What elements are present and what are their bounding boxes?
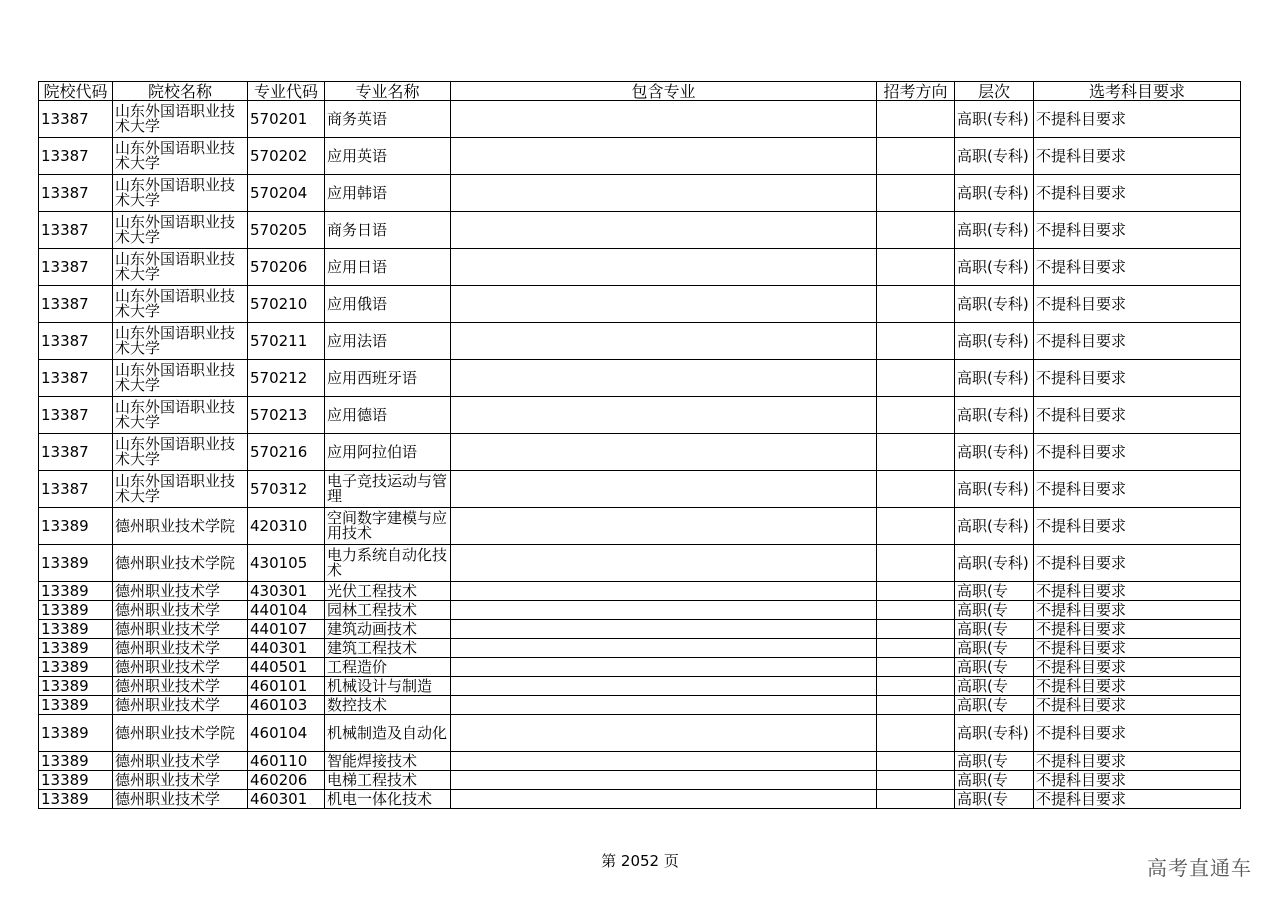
cell-included-majors xyxy=(451,138,877,175)
table-row xyxy=(39,138,1241,175)
cell-level: 高职(专 xyxy=(955,696,1034,715)
cell-level: 高职(专 xyxy=(955,582,1034,601)
cell-school-code: 13389 xyxy=(39,639,113,658)
cell-level: 高职(专 xyxy=(955,620,1034,639)
cell-major-name: 工程造价 xyxy=(325,658,451,677)
cell-school-code: 13387 xyxy=(39,138,113,175)
cell-major-code: 570210 xyxy=(248,286,325,323)
table-row xyxy=(39,286,1241,323)
cell-level: 高职(专科) xyxy=(955,545,1034,582)
cell-subject-requirement: 不提科目要求 xyxy=(1034,771,1241,790)
cell-included-majors xyxy=(451,212,877,249)
cell-school-name: 德州职业技术学 xyxy=(113,752,248,771)
cell-direction xyxy=(877,715,955,752)
cell-school-name: 山东外国语职业技术大学 xyxy=(113,249,248,286)
cell-major-name: 电梯工程技术 xyxy=(325,771,451,790)
cell-school-code: 13389 xyxy=(39,601,113,620)
cell-major-code: 420310 xyxy=(248,508,325,545)
cell-major-code: 460101 xyxy=(248,677,325,696)
cell-subject-requirement: 不提科目要求 xyxy=(1034,138,1241,175)
cell-major-name: 机械制造及自动化 xyxy=(325,715,451,752)
cell-level: 高职(专科) xyxy=(955,249,1034,286)
cell-school-code: 13387 xyxy=(39,323,113,360)
cell-major-name: 应用韩语 xyxy=(325,175,451,212)
table-row xyxy=(39,397,1241,434)
cell-included-majors xyxy=(451,434,877,471)
cell-level: 高职(专科) xyxy=(955,212,1034,249)
cell-included-majors xyxy=(451,620,877,639)
cell-included-majors xyxy=(451,696,877,715)
cell-direction xyxy=(877,101,955,138)
cell-direction xyxy=(877,397,955,434)
admissions-table xyxy=(38,81,1241,809)
cell-included-majors xyxy=(451,790,877,809)
cell-major-code: 460104 xyxy=(248,715,325,752)
cell-major-code: 460110 xyxy=(248,752,325,771)
cell-major-name: 建筑动画技术 xyxy=(325,620,451,639)
cell-major-code: 570204 xyxy=(248,175,325,212)
cell-school-code: 13389 xyxy=(39,582,113,601)
table-row xyxy=(39,639,1241,658)
cell-major-code: 570211 xyxy=(248,323,325,360)
cell-school-code: 13389 xyxy=(39,508,113,545)
cell-school-name: 山东外国语职业技术大学 xyxy=(113,138,248,175)
cell-school-name: 德州职业技术学 xyxy=(113,696,248,715)
cell-included-majors xyxy=(451,771,877,790)
table-row xyxy=(39,508,1241,545)
table-row xyxy=(39,658,1241,677)
cell-direction xyxy=(877,545,955,582)
cell-school-code: 13389 xyxy=(39,545,113,582)
cell-school-name: 德州职业技术学 xyxy=(113,639,248,658)
table-row xyxy=(39,752,1241,771)
cell-school-code: 13387 xyxy=(39,471,113,508)
cell-level: 高职(专 xyxy=(955,639,1034,658)
table-row xyxy=(39,212,1241,249)
cell-subject-requirement: 不提科目要求 xyxy=(1034,360,1241,397)
cell-level: 高职(专科) xyxy=(955,508,1034,545)
cell-major-name: 商务日语 xyxy=(325,212,451,249)
header-subject-requirement: 选考科目要求 xyxy=(1034,82,1241,101)
cell-school-code: 13389 xyxy=(39,715,113,752)
cell-major-code: 570206 xyxy=(248,249,325,286)
cell-major-code: 460103 xyxy=(248,696,325,715)
cell-major-code: 460301 xyxy=(248,790,325,809)
cell-school-name: 山东外国语职业技术大学 xyxy=(113,360,248,397)
cell-direction xyxy=(877,771,955,790)
cell-major-code: 440301 xyxy=(248,639,325,658)
cell-major-code: 570312 xyxy=(248,471,325,508)
cell-level: 高职(专 xyxy=(955,790,1034,809)
header-major-name: 专业名称 xyxy=(325,82,451,101)
cell-major-code: 440107 xyxy=(248,620,325,639)
cell-direction xyxy=(877,323,955,360)
cell-major-code: 440501 xyxy=(248,658,325,677)
cell-major-code: 570205 xyxy=(248,212,325,249)
cell-major-code: 570213 xyxy=(248,397,325,434)
cell-included-majors xyxy=(451,101,877,138)
header-level: 层次 xyxy=(955,82,1034,101)
cell-included-majors xyxy=(451,752,877,771)
cell-level: 高职(专科) xyxy=(955,138,1034,175)
cell-school-name: 德州职业技术学院 xyxy=(113,545,248,582)
cell-included-majors xyxy=(451,715,877,752)
cell-school-code: 13387 xyxy=(39,249,113,286)
cell-level: 高职(专 xyxy=(955,601,1034,620)
table-row xyxy=(39,771,1241,790)
table-row xyxy=(39,601,1241,620)
cell-school-name: 德州职业技术学 xyxy=(113,601,248,620)
cell-school-code: 13389 xyxy=(39,752,113,771)
cell-school-name: 德州职业技术学院 xyxy=(113,508,248,545)
page-number: 第 2052 页 xyxy=(601,852,679,870)
cell-school-code: 13389 xyxy=(39,658,113,677)
cell-level: 高职(专科) xyxy=(955,715,1034,752)
table-row xyxy=(39,323,1241,360)
cell-subject-requirement: 不提科目要求 xyxy=(1034,639,1241,658)
cell-level: 高职(专科) xyxy=(955,101,1034,138)
cell-major-name: 光伏工程技术 xyxy=(325,582,451,601)
cell-included-majors xyxy=(451,249,877,286)
cell-school-code: 13387 xyxy=(39,101,113,138)
cell-included-majors xyxy=(451,677,877,696)
cell-level: 高职(专 xyxy=(955,752,1034,771)
cell-included-majors xyxy=(451,601,877,620)
table-row xyxy=(39,582,1241,601)
cell-major-name: 智能焊接技术 xyxy=(325,752,451,771)
cell-included-majors xyxy=(451,658,877,677)
cell-direction xyxy=(877,696,955,715)
cell-subject-requirement: 不提科目要求 xyxy=(1034,212,1241,249)
cell-level: 高职(专科) xyxy=(955,434,1034,471)
table-row xyxy=(39,620,1241,639)
cell-subject-requirement: 不提科目要求 xyxy=(1034,286,1241,323)
cell-included-majors xyxy=(451,508,877,545)
cell-school-name: 德州职业技术学 xyxy=(113,658,248,677)
cell-level: 高职(专 xyxy=(955,677,1034,696)
cell-major-name: 应用日语 xyxy=(325,249,451,286)
table-row xyxy=(39,715,1241,752)
cell-direction xyxy=(877,212,955,249)
cell-subject-requirement: 不提科目要求 xyxy=(1034,397,1241,434)
cell-major-code: 570202 xyxy=(248,138,325,175)
cell-major-name: 应用西班牙语 xyxy=(325,360,451,397)
cell-school-name: 山东外国语职业技术大学 xyxy=(113,434,248,471)
cell-subject-requirement: 不提科目要求 xyxy=(1034,471,1241,508)
cell-direction xyxy=(877,752,955,771)
table-body xyxy=(39,101,1241,809)
cell-direction xyxy=(877,790,955,809)
cell-subject-requirement: 不提科目要求 xyxy=(1034,601,1241,620)
cell-direction xyxy=(877,582,955,601)
cell-major-name: 应用阿拉伯语 xyxy=(325,434,451,471)
cell-major-code: 570212 xyxy=(248,360,325,397)
cell-major-code: 430105 xyxy=(248,545,325,582)
cell-direction xyxy=(877,175,955,212)
table-row xyxy=(39,434,1241,471)
cell-direction xyxy=(877,286,955,323)
header-direction: 招考方向 xyxy=(877,82,955,101)
header-school-name: 院校名称 xyxy=(113,82,248,101)
cell-level: 高职(专科) xyxy=(955,471,1034,508)
table-row xyxy=(39,360,1241,397)
cell-direction xyxy=(877,677,955,696)
cell-included-majors xyxy=(451,471,877,508)
cell-direction xyxy=(877,249,955,286)
cell-school-name: 山东外国语职业技术大学 xyxy=(113,101,248,138)
cell-subject-requirement: 不提科目要求 xyxy=(1034,508,1241,545)
cell-major-code: 570201 xyxy=(248,101,325,138)
cell-major-name: 机电一体化技术 xyxy=(325,790,451,809)
cell-school-code: 13387 xyxy=(39,397,113,434)
cell-school-name: 德州职业技术学 xyxy=(113,677,248,696)
cell-subject-requirement: 不提科目要求 xyxy=(1034,249,1241,286)
cell-school-name: 山东外国语职业技术大学 xyxy=(113,471,248,508)
cell-subject-requirement: 不提科目要求 xyxy=(1034,434,1241,471)
cell-direction xyxy=(877,508,955,545)
cell-major-name: 应用英语 xyxy=(325,138,451,175)
cell-school-name: 山东外国语职业技术大学 xyxy=(113,175,248,212)
header-included-majors: 包含专业 xyxy=(451,82,877,101)
cell-direction xyxy=(877,360,955,397)
cell-direction xyxy=(877,471,955,508)
cell-major-name: 商务英语 xyxy=(325,101,451,138)
cell-level: 高职(专 xyxy=(955,658,1034,677)
cell-included-majors xyxy=(451,545,877,582)
cell-included-majors xyxy=(451,397,877,434)
cell-subject-requirement: 不提科目要求 xyxy=(1034,582,1241,601)
watermark: 高考直通车 xyxy=(1147,856,1252,880)
cell-subject-requirement: 不提科目要求 xyxy=(1034,752,1241,771)
cell-major-code: 460206 xyxy=(248,771,325,790)
cell-level: 高职(专科) xyxy=(955,360,1034,397)
cell-school-name: 山东外国语职业技术大学 xyxy=(113,286,248,323)
cell-direction xyxy=(877,434,955,471)
cell-major-name: 应用法语 xyxy=(325,323,451,360)
cell-major-name: 机械设计与制造 xyxy=(325,677,451,696)
cell-school-code: 13389 xyxy=(39,620,113,639)
cell-subject-requirement: 不提科目要求 xyxy=(1034,790,1241,809)
table-row xyxy=(39,696,1241,715)
cell-level: 高职(专科) xyxy=(955,175,1034,212)
cell-major-name: 空间数字建模与应用技术 xyxy=(325,508,451,545)
cell-direction xyxy=(877,620,955,639)
cell-subject-requirement: 不提科目要求 xyxy=(1034,620,1241,639)
table-row xyxy=(39,101,1241,138)
cell-included-majors xyxy=(451,175,877,212)
cell-major-code: 440104 xyxy=(248,601,325,620)
cell-level: 高职(专科) xyxy=(955,323,1034,360)
cell-subject-requirement: 不提科目要求 xyxy=(1034,696,1241,715)
cell-direction xyxy=(877,658,955,677)
cell-direction xyxy=(877,639,955,658)
cell-school-code: 13389 xyxy=(39,677,113,696)
header-row xyxy=(39,82,1241,101)
cell-major-code: 430301 xyxy=(248,582,325,601)
cell-subject-requirement: 不提科目要求 xyxy=(1034,658,1241,677)
cell-major-code: 570216 xyxy=(248,434,325,471)
cell-school-name: 德州职业技术学 xyxy=(113,771,248,790)
cell-school-code: 13387 xyxy=(39,212,113,249)
cell-subject-requirement: 不提科目要求 xyxy=(1034,323,1241,360)
cell-major-name: 建筑工程技术 xyxy=(325,639,451,658)
cell-school-code: 13389 xyxy=(39,790,113,809)
cell-major-name: 电子竞技运动与管理 xyxy=(325,471,451,508)
cell-school-name: 山东外国语职业技术大学 xyxy=(113,323,248,360)
table-row xyxy=(39,471,1241,508)
cell-school-code: 13389 xyxy=(39,696,113,715)
table-row xyxy=(39,175,1241,212)
cell-subject-requirement: 不提科目要求 xyxy=(1034,677,1241,696)
cell-major-name: 应用俄语 xyxy=(325,286,451,323)
cell-subject-requirement: 不提科目要求 xyxy=(1034,101,1241,138)
cell-school-code: 13387 xyxy=(39,286,113,323)
cell-included-majors xyxy=(451,639,877,658)
table-row xyxy=(39,790,1241,809)
cell-level: 高职(专科) xyxy=(955,286,1034,323)
cell-school-name: 德州职业技术学院 xyxy=(113,715,248,752)
cell-major-name: 电力系统自动化技术 xyxy=(325,545,451,582)
cell-school-name: 德州职业技术学 xyxy=(113,620,248,639)
cell-school-code: 13389 xyxy=(39,771,113,790)
cell-school-code: 13387 xyxy=(39,175,113,212)
cell-included-majors xyxy=(451,323,877,360)
cell-included-majors xyxy=(451,286,877,323)
cell-included-majors xyxy=(451,582,877,601)
cell-direction xyxy=(877,601,955,620)
table-row xyxy=(39,677,1241,696)
cell-major-name: 应用德语 xyxy=(325,397,451,434)
cell-level: 高职(专 xyxy=(955,771,1034,790)
header-school-code: 院校代码 xyxy=(39,82,113,101)
cell-subject-requirement: 不提科目要求 xyxy=(1034,175,1241,212)
cell-school-name: 山东外国语职业技术大学 xyxy=(113,212,248,249)
table-row xyxy=(39,249,1241,286)
cell-school-name: 德州职业技术学 xyxy=(113,582,248,601)
cell-included-majors xyxy=(451,360,877,397)
cell-subject-requirement: 不提科目要求 xyxy=(1034,545,1241,582)
cell-direction xyxy=(877,138,955,175)
cell-school-code: 13387 xyxy=(39,434,113,471)
header-major-code: 专业代码 xyxy=(248,82,325,101)
table-row xyxy=(39,545,1241,582)
cell-major-name: 数控技术 xyxy=(325,696,451,715)
cell-school-name: 山东外国语职业技术大学 xyxy=(113,397,248,434)
cell-level: 高职(专科) xyxy=(955,397,1034,434)
cell-subject-requirement: 不提科目要求 xyxy=(1034,715,1241,752)
cell-school-code: 13387 xyxy=(39,360,113,397)
cell-major-name: 园林工程技术 xyxy=(325,601,451,620)
cell-school-name: 德州职业技术学 xyxy=(113,790,248,809)
